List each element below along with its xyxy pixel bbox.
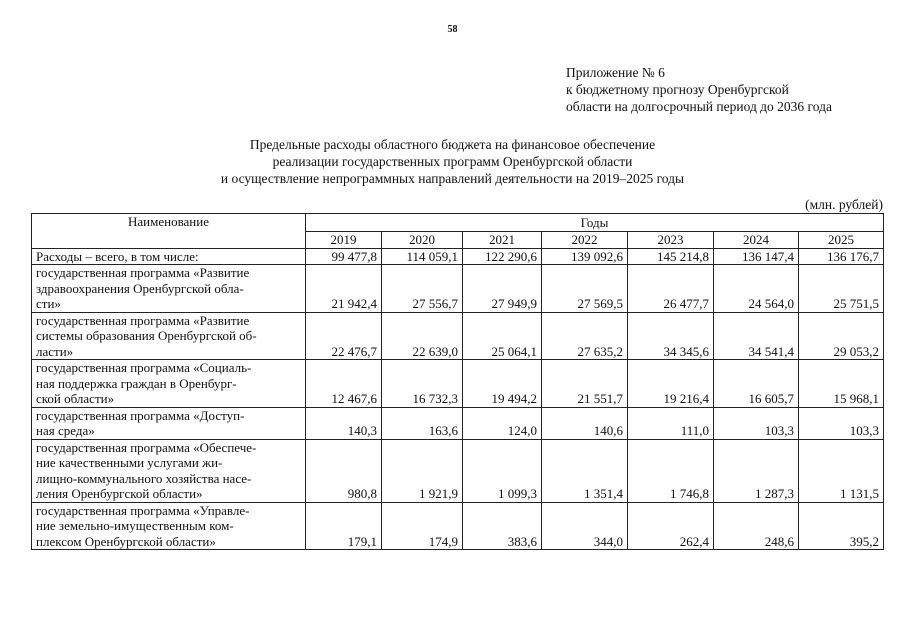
value-cell-2025: 25 751,5 bbox=[799, 265, 884, 313]
table-row bbox=[32, 360, 884, 408]
value-cell-2025: 136 176,7 bbox=[799, 248, 884, 265]
row-name-line: ласти» bbox=[36, 343, 74, 359]
value-cell-2020: 114 059,1 bbox=[382, 248, 463, 265]
row-name-line: государственная программа «Доступ- bbox=[36, 407, 245, 423]
row-name-line: ние земельно-имущественным ком- bbox=[36, 518, 234, 533]
value-cell-2022: 140,6 bbox=[542, 407, 628, 439]
row-name-line: государственная программа «Социаль- bbox=[36, 360, 252, 375]
page-number: 58 bbox=[447, 24, 458, 35]
table-row bbox=[32, 248, 884, 265]
budget-table bbox=[31, 213, 884, 550]
value-cell-2022: 21 551,7 bbox=[542, 360, 628, 408]
value-cell-2020: 22 639,0 bbox=[382, 312, 463, 360]
row-name-line: Расходы – всего, в том числе: bbox=[36, 248, 199, 264]
value-cell-2022: 139 092,6 bbox=[542, 248, 628, 265]
row-name-line: сти» bbox=[36, 296, 61, 311]
table-row bbox=[32, 502, 884, 550]
value-cell-2020: 174,9 bbox=[382, 502, 463, 550]
value-cell-2024: 34 541,4 bbox=[714, 312, 799, 360]
value-cell-2025: 103,3 bbox=[799, 407, 884, 439]
value-cell-2022: 1 351,4 bbox=[542, 439, 628, 502]
value-cell-2024: 24 564,0 bbox=[714, 265, 799, 313]
value-cell-2019: 140,3 bbox=[306, 407, 382, 439]
table-row bbox=[32, 312, 884, 360]
title-line: и осуществление непрограммных направлений деятельности на 2019–2025 годы bbox=[220, 171, 685, 186]
years-column-header: Годы bbox=[306, 214, 884, 232]
value-cell-2019: 179,1 bbox=[306, 502, 382, 550]
year-header-2024: 2024 bbox=[714, 232, 799, 249]
value-cell-2019: 22 476,7 bbox=[306, 312, 382, 360]
row-name-cell bbox=[32, 439, 306, 502]
table-body bbox=[32, 248, 884, 550]
appendix-line: Приложение № 6 bbox=[566, 65, 665, 80]
value-cell-2021: 19 494,2 bbox=[463, 360, 542, 408]
row-name-line: государственная программа «Развитие bbox=[36, 265, 250, 280]
value-cell-2025: 395,2 bbox=[799, 502, 884, 550]
value-cell-2023: 262,4 bbox=[628, 502, 714, 550]
value-cell-2019: 12 467,6 bbox=[306, 360, 382, 408]
value-cell-2021: 122 290,6 bbox=[463, 248, 542, 265]
table-row bbox=[32, 439, 884, 502]
year-header-2022: 2022 bbox=[542, 232, 628, 249]
row-name-cell bbox=[32, 407, 306, 439]
year-header-2025: 2025 bbox=[799, 232, 884, 249]
table-row bbox=[32, 407, 884, 439]
name-column-header: Наименование bbox=[32, 214, 306, 249]
value-cell-2020: 163,6 bbox=[382, 407, 463, 439]
row-name-cell bbox=[32, 502, 306, 550]
value-cell-2023: 19 216,4 bbox=[628, 360, 714, 408]
value-cell-2023: 145 214,8 bbox=[628, 248, 714, 265]
year-header-2020: 2020 bbox=[382, 232, 463, 249]
value-cell-2020: 1 921,9 bbox=[382, 439, 463, 502]
appendix-line: области на долгосрочный период до 2036 года bbox=[566, 99, 832, 114]
year-header-2019: 2019 bbox=[306, 232, 382, 249]
value-cell-2020: 27 556,7 bbox=[382, 265, 463, 313]
title-line: Предельные расходы областного бюджета на финансовое обеспечение bbox=[249, 137, 656, 152]
value-cell-2022: 27 635,2 bbox=[542, 312, 628, 360]
value-cell-2022: 27 569,5 bbox=[542, 265, 628, 313]
value-cell-2023: 34 345,6 bbox=[628, 312, 714, 360]
document-title bbox=[0, 136, 905, 187]
row-name-line: государственная программа «Развитие bbox=[36, 312, 250, 328]
value-cell-2024: 103,3 bbox=[714, 407, 799, 439]
value-cell-2021: 25 064,1 bbox=[463, 312, 542, 360]
value-cell-2025: 1 131,5 bbox=[799, 439, 884, 502]
value-cell-2024: 1 287,3 bbox=[714, 439, 799, 502]
value-cell-2024: 16 605,7 bbox=[714, 360, 799, 408]
value-cell-2021: 1 099,3 bbox=[463, 439, 542, 502]
row-name-line: государственная программа «Управле- bbox=[36, 502, 250, 518]
value-cell-2021: 124,0 bbox=[463, 407, 542, 439]
value-cell-2019: 21 942,4 bbox=[306, 265, 382, 313]
row-name-line: здравоохранения Оренбургской обла- bbox=[36, 280, 244, 296]
row-name-cell bbox=[32, 360, 306, 408]
year-header-2021: 2021 bbox=[463, 232, 542, 249]
row-name-line: государственная программа «Обеспече- bbox=[36, 439, 257, 455]
value-cell-2022: 344,0 bbox=[542, 502, 628, 550]
value-cell-2023: 111,0 bbox=[628, 407, 714, 439]
row-name-line: лищно-коммунального хозяйства насе- bbox=[36, 470, 252, 486]
value-cell-2021: 27 949,9 bbox=[463, 265, 542, 313]
row-name-line: ской области» bbox=[36, 391, 115, 406]
value-cell-2021: 383,6 bbox=[463, 502, 542, 550]
value-cell-2019: 99 477,8 bbox=[306, 248, 382, 265]
appendix-note bbox=[566, 64, 832, 115]
value-cell-2020: 16 732,3 bbox=[382, 360, 463, 408]
row-name-line: ная среда» bbox=[36, 423, 95, 438]
value-cell-2025: 29 053,2 bbox=[799, 312, 884, 360]
value-cell-2024: 248,6 bbox=[714, 502, 799, 550]
year-header-2023: 2023 bbox=[628, 232, 714, 249]
row-name-line: ная поддержка граждан в Оренбург- bbox=[36, 375, 237, 391]
row-name-line: плексом Оренбургской области» bbox=[36, 533, 216, 549]
table-row bbox=[32, 265, 884, 313]
appendix-line: к бюджетному прогнозу Оренбургской bbox=[566, 82, 789, 97]
value-cell-2025: 15 968,1 bbox=[799, 360, 884, 408]
title-line: реализации государственных программ Оренбургской области bbox=[272, 154, 633, 169]
row-name-cell bbox=[32, 265, 306, 313]
value-cell-2023: 26 477,7 bbox=[628, 265, 714, 313]
value-cell-2019: 980,8 bbox=[306, 439, 382, 502]
row-name-line: ние качественными услугами жи- bbox=[36, 455, 223, 470]
row-name-cell bbox=[32, 248, 306, 265]
units-label: (млн. рублей) bbox=[805, 197, 883, 212]
row-name-line: ления Оренбургской области» bbox=[36, 486, 203, 501]
value-cell-2023: 1 746,8 bbox=[628, 439, 714, 502]
row-name-line: системы образования Оренбургской об- bbox=[36, 328, 257, 343]
value-cell-2024: 136 147,4 bbox=[714, 248, 799, 265]
row-name-cell bbox=[32, 312, 306, 360]
